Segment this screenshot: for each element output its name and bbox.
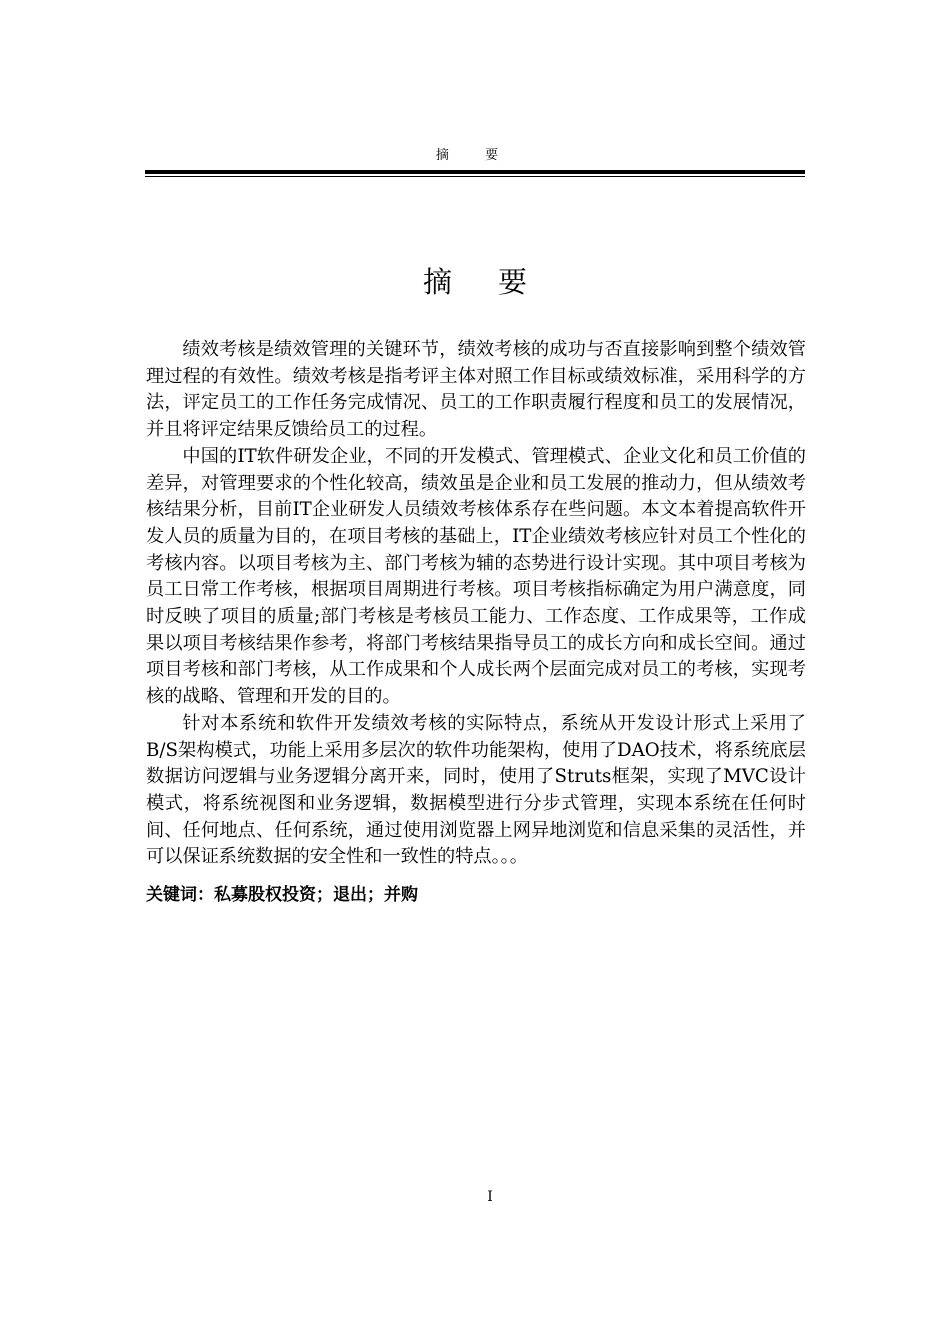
header-rule-thick — [145, 170, 805, 174]
running-header: 摘 要 — [435, 148, 515, 163]
abstract-paragraph-1: 绩效考核是绩效管理的关键环节，绩效考核的成功与否直接影响到整个绩效管理过程的有效性。绩效考核是指考评主体对照工作目标或绩效标准，采用科学的方法，评定员工的工作任务完成情况、员工的工作职责履行程度和员工的发展情况，并且将评定结果反馈给员工的过程。 — [146, 339, 806, 441]
page-title: 摘要 — [422, 265, 573, 299]
keywords-line: 关键词：私募股权投资；退出；并购 — [146, 885, 418, 905]
abstract-paragraph-2: 中国的IT软件研发企业，不同的开发模式、管理模式、企业文化和员工价值的差异，对管理要求的个性化较高，绩效虽是企业和员工发展的推动力，但从绩效考核结果分析，目前IT企业研发人员绩效考核体系存在些问题。本文本着提高软件开发人员的质量为目的，在项目考核的基础上，IT企业绩效考核应针对员工个性化的考核内容。以项目考核为主、部门考核为辅的态势进行设计实现。其中项目考核为员工日常工作考核，根据项目周期进行考核。项目考核指标确定为用户满意度，同时反映了项目的质量;部门考核是考核员工能力、工作态度、工作成果等，工作成果以项目考核结果作参考，将部门考核结果指导员工的成长方向和成长空间。通过项目考核和部门考核，从工作成果和个人成长两个层面完成对员工的考核，实现考核的战略、管理和开发的目的。 — [146, 445, 806, 708]
header-rule-thin — [145, 176, 805, 177]
abstract-body — [146, 337, 806, 871]
abstract-paragraph-3: 针对本系统和软件开发绩效考核的实际特点，系统从开发设计形式上采用了B/S架构模式，功能上采用多层次的软件功能架构，使用了DAO技术，将系统底层数据访问逻辑与业务逻辑分离开来，同时，使用了Struts框架，实现了MVC设计模式，将系统视图和业务逻辑，数据模型进行分步式管理，实现本系统在任何时间、任何地点、任何系统，通过使用浏览器上网异地浏览和信息采集的灵活性，并可以保证系统数据的安全性和一致性的特点。。。 — [146, 712, 806, 868]
page-number: I — [487, 1189, 493, 1205]
